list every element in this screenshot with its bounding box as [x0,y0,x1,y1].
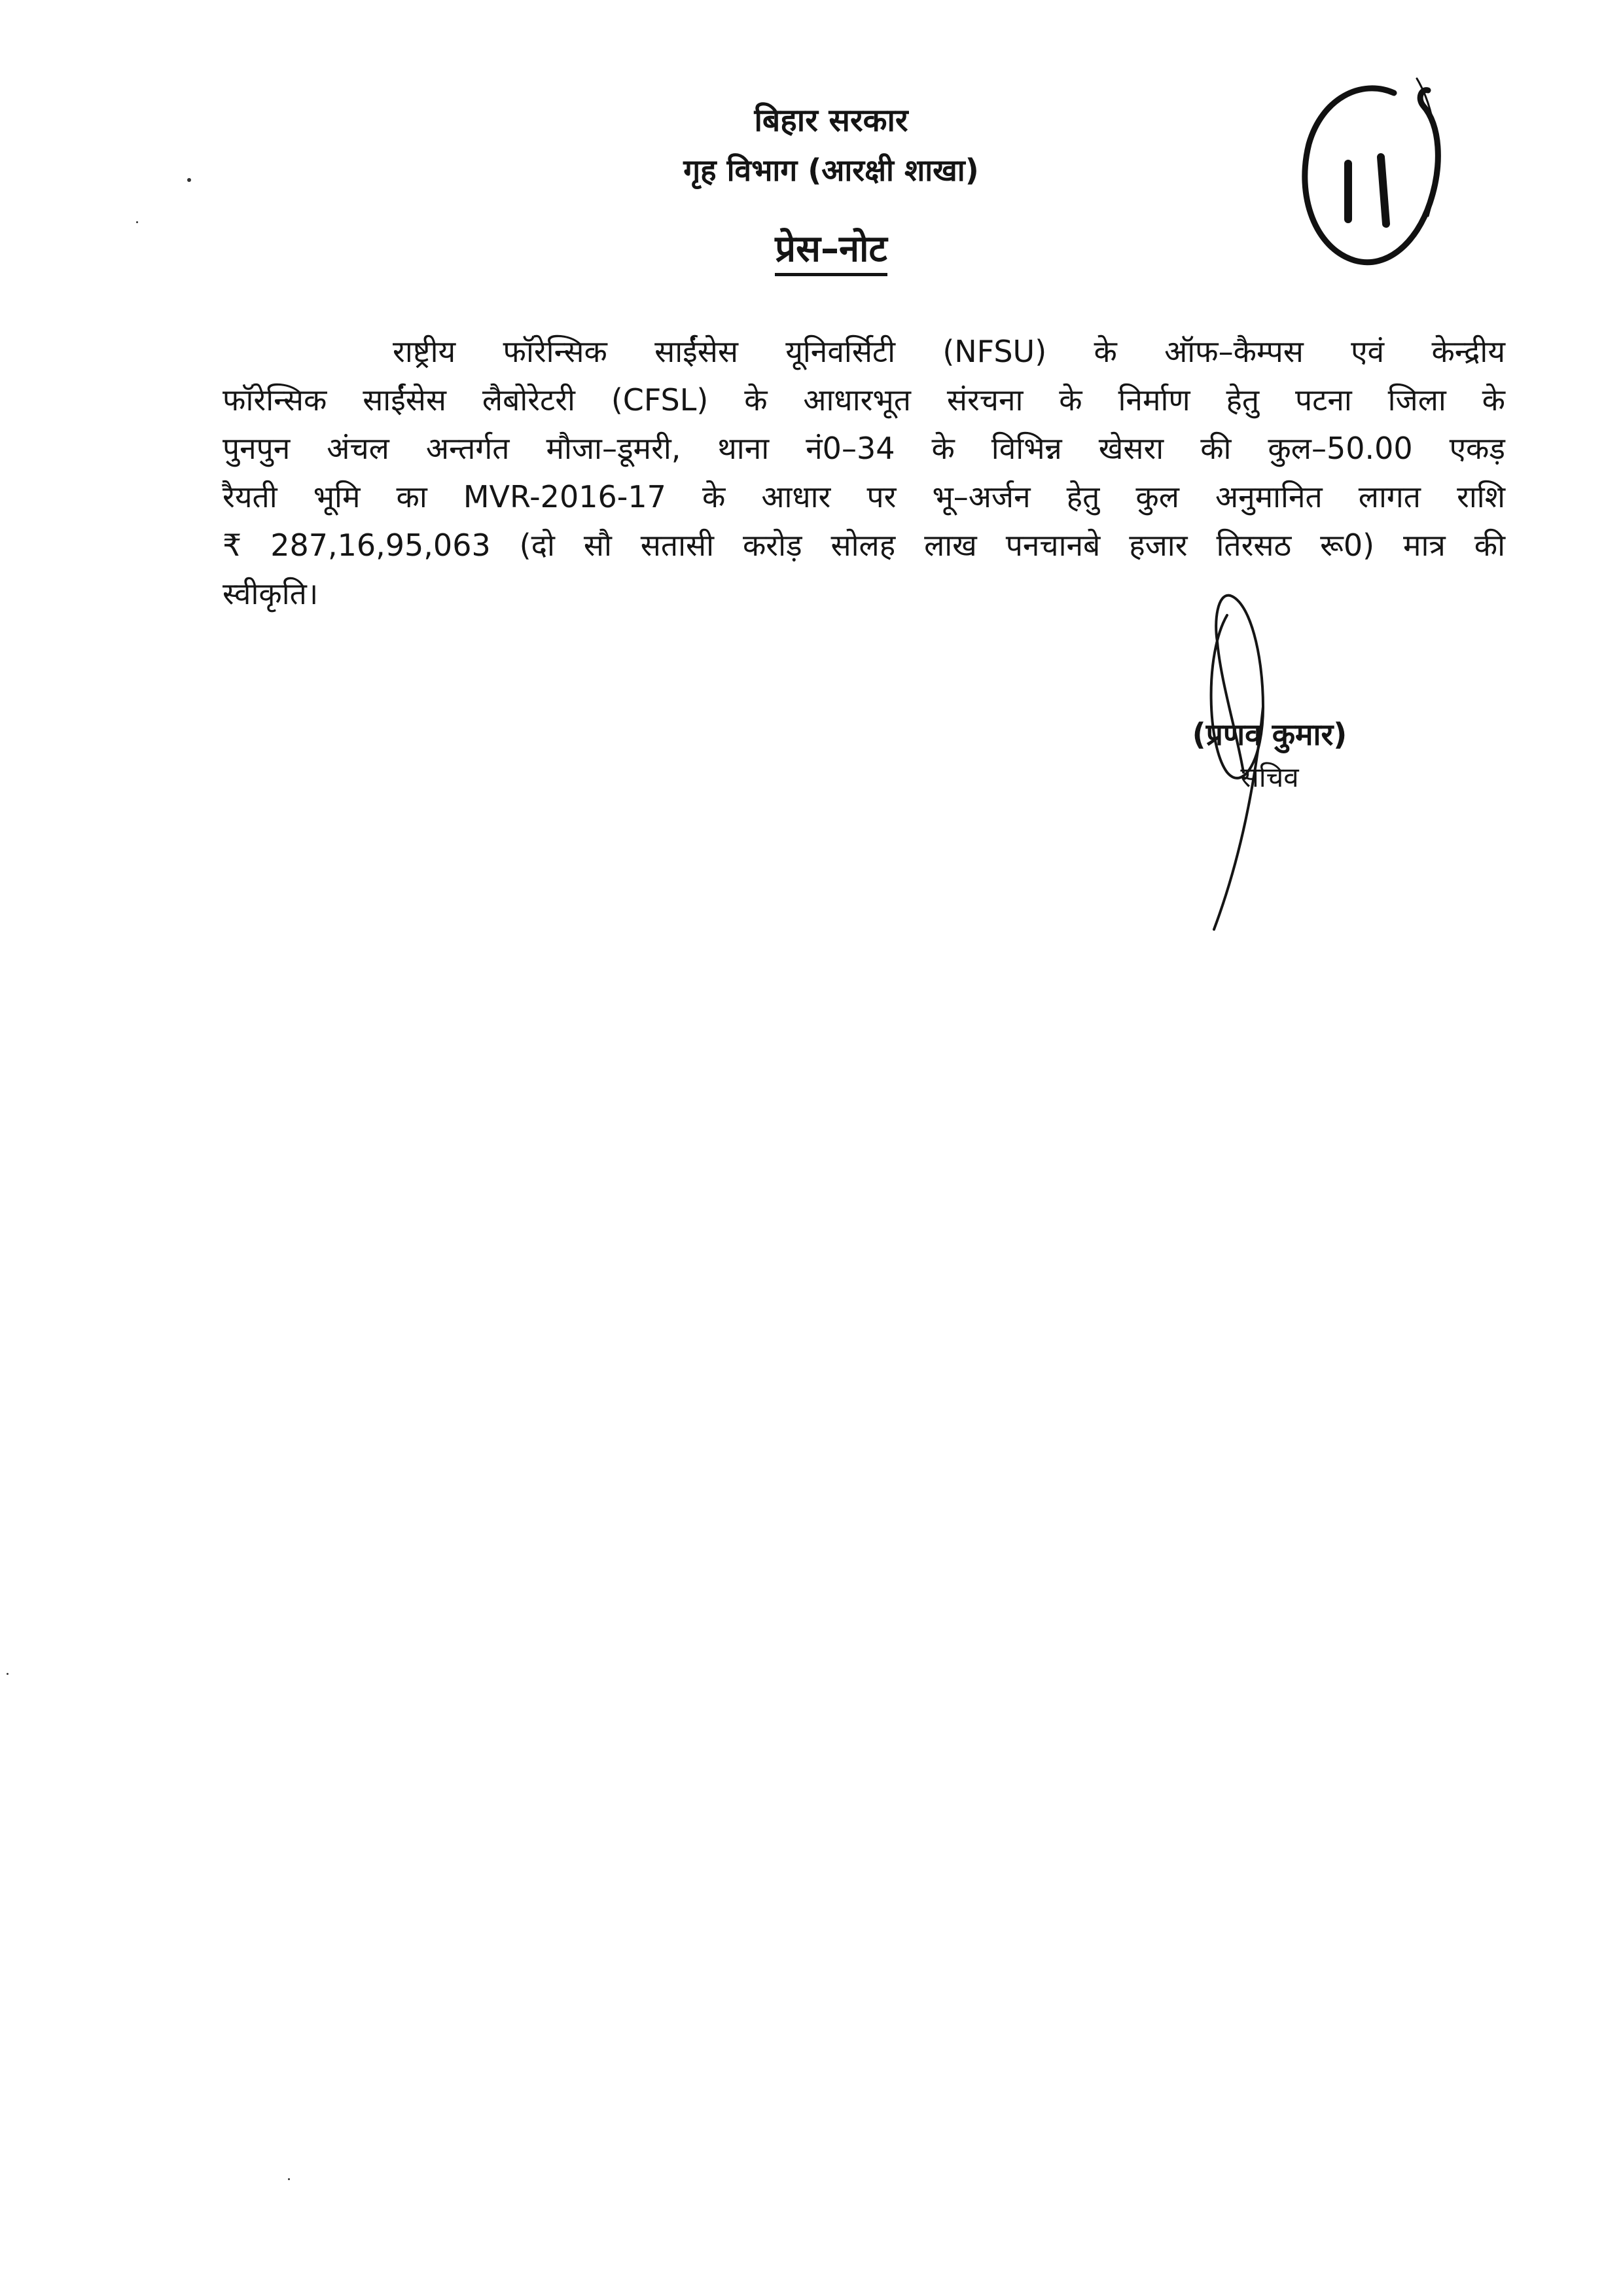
scan-speck [187,178,191,182]
scan-speck [7,1673,9,1675]
government-name: बिहार सरकार [754,102,908,139]
signatory-name: (प्रणव कुमार) [1192,717,1347,752]
body-line: पुनपुन अंचल अन्तर्गत मौजा–डूमरी, थाना नं0–34 के विभिन्न खेसरा की कुल–50.00 एकड़ [223,431,1505,466]
press-note-body [223,327,1505,618]
scan-speck [288,2178,290,2180]
stamp-digit-one-b [1381,157,1386,224]
page-number-stamp [1283,52,1466,288]
signatory-block [1139,713,1400,795]
page-title-text: प्रेस–नोट [775,228,887,276]
body-line: राष्ट्रीय फॉरेन्सिक साईंसेस यूनिवर्सिटी (NFSU) के ऑफ–कैम्पस एवं केन्द्रीय [393,334,1505,369]
signatory-designation: सचिव [1240,761,1299,793]
body-line: रैयती भूमि का MVR-2016-17 के आधार पर भू–अर्जन हेतु कुल अनुमानित लागत राशि [223,479,1505,514]
body-line: फॉरेन्सिक साईंसेस लैबोरेटरी (CFSL) के आधारभूत संरचना के निर्माण हेतु पटना जिला के [223,382,1505,418]
body-line: स्वीकृति। [223,576,319,611]
body-line: ₹ 287,16,95,063 (दो सौ सतासी करोड़ सोलह लाख पनचानबे हजार तिरसठ रू0) मात्र की [223,528,1505,563]
scan-speck [136,221,138,223]
department-name: गृह विभाग (आरक्षी शाखा) [683,152,979,188]
